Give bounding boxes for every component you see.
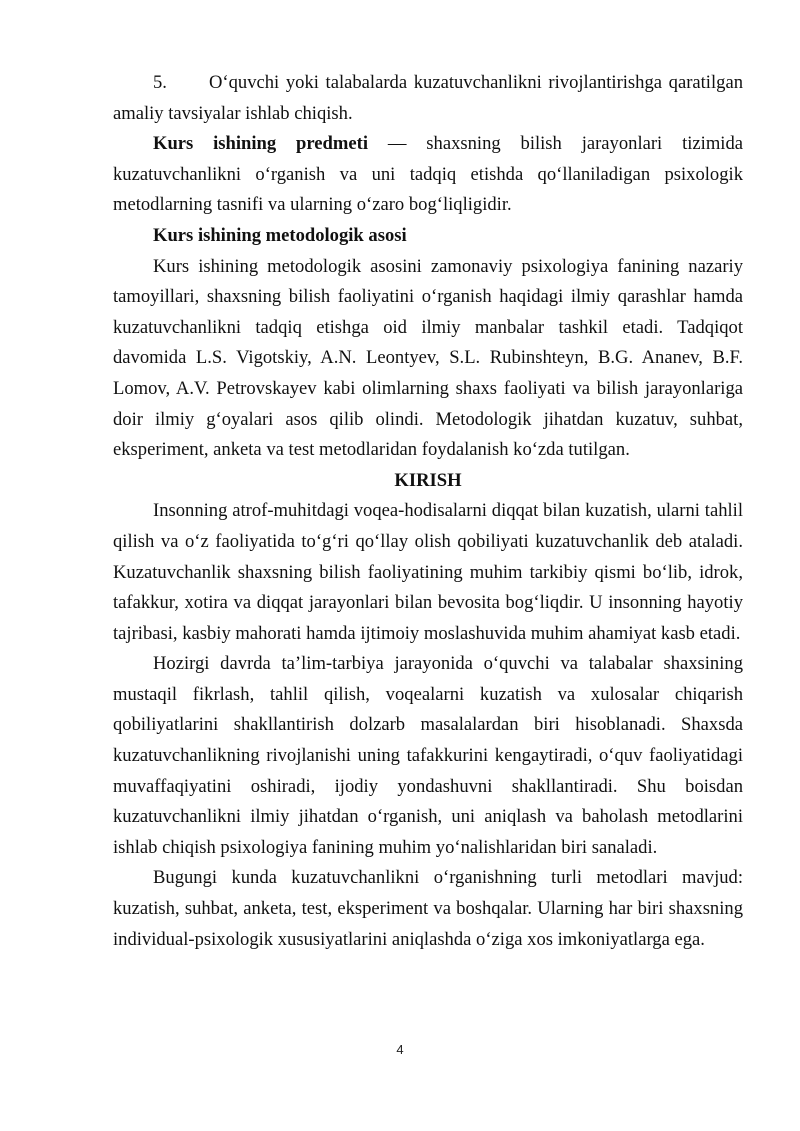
document-page — [113, 68, 743, 955]
subject-text: — shaxsning bilish jarayonlari tizimida kuzatuvchanlikni o‘rganish va uni tadqiq etishda qo‘llaniladigan psixologik metodlarning tasnifi va ularning o‘zaro bog‘liqligidir. — [113, 133, 744, 216]
subject-paragraph — [113, 129, 743, 221]
intro-heading: KIRISH — [394, 469, 462, 491]
methodology-heading: Kurs ishining metodologik asosi — [153, 224, 407, 246]
methodology-paragraph: Kurs ishining metodologik asosini zamonaviy psixologiya fanining nazariy tamoyillari, shaxsning bilish faoliyatini o‘rganish haqidagi ilmiy qarashlar hamda kuzatuvchanlikni tadqiq etishga oid ilmiy manbalar tashkil etadi. Tadqiqot davomida L.S. Vigotskiy, A.N. Leontyev, S.L. Rubinshteyn, B.G. Ananev, B.F. Lomov, A.V. Petrovskayev kabi olimlarning shaxs faoliyati va bilish jarayonlariga doir ilmiy g‘oyalari asos qilib olindi. Metodologik jihatdan kuzatuv, suhbat, eksperiment, anketa va test metodlaridan foydalanish ko‘zda tutilgan. — [113, 255, 743, 461]
numbered-list-item — [113, 68, 743, 129]
subject-label: Kurs ishining predmeti — [153, 133, 368, 155]
list-item-text: O‘quvchi yoki talabalarda kuzatuvchanlikni rivojlantirishga qaratilgan amaliy tavsiyalar ishlab chiqish. — [113, 72, 743, 124]
page-number: 4 — [396, 1042, 404, 1057]
intro-paragraph-1: Insonning atrof-muhitdagi voqea-hodisalarni diqqat bilan kuzatish, ularni tahlil qilish va o‘z faoliyatida to‘g‘ri qo‘llay olish qobiliyati kuzatuvchanlik deb ataladi. Kuzatuvchanlik shaxsning bilish faoliyatining muhim tarkibiy qismi bo‘lib, idrok, tafakkur, xotira va diqqat jarayonlari bilan bevosita bog‘liqdir. U insonning hayotiy tajribasi, kasbiy mahorati hamda ijtimoiy moslashuvida muhim ahamiyat kasb etadi. — [113, 500, 743, 644]
list-item-number: 5. — [153, 72, 167, 93]
intro-paragraph-3: Bugungi kunda kuzatuvchanlikni o‘rganishning turli metodlari mavjud: kuzatish, suhbat, anketa, test, eksperiment va boshqalar. Ularning har biri shaxsning individual-psixologik xususiyatlarini aniqlashda o‘ziga xos imkoniyatlarga ega. — [113, 867, 743, 950]
intro-paragraph-2: Hozirgi davrda ta’lim-tarbiya jarayonida o‘quvchi va talabalar shaxsining mustaqil fikrlash, tahlil qilish, voqealarni kuzatish va xulosalar chiqarish qobiliyatlarini shakllantirish dolzarb masalalardan biri hisoblanadi. Shaxsda kuzatuvchanlikning rivojlanishi uning tafakkurini kengaytiradi, o‘quv faoliyatidagi muvaffaqiyatini oshiradi, ijodiy yondashuvni shakllantiradi. Shu boisdan kuzatuvchanlikni ilmiy jihatdan o‘rganish, uni aniqlash va baholash metodlarini ishlab chiqish psixologiya fanining muhim yo‘nalishlaridan biri sanaladi. — [113, 653, 743, 858]
